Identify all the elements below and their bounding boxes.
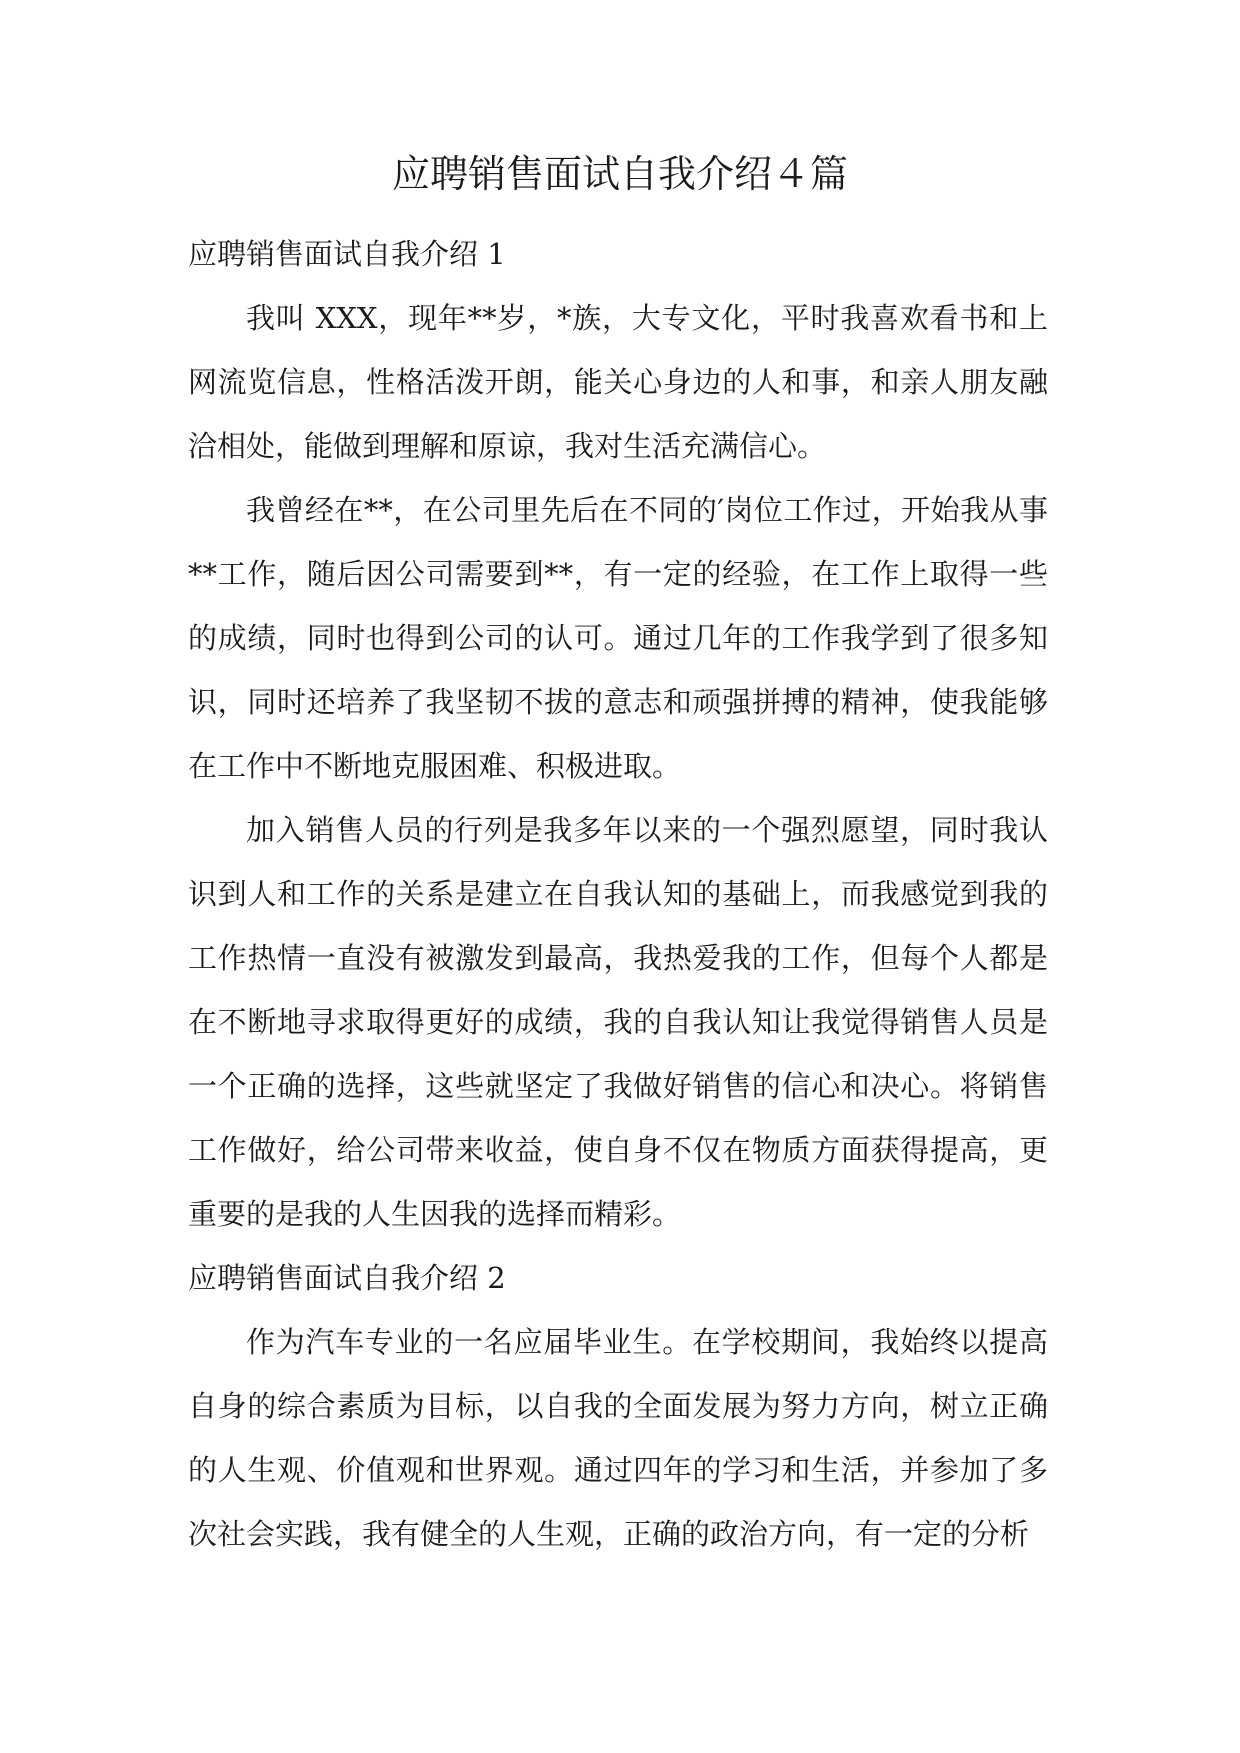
document-body (188, 222, 1048, 1566)
section-2-paragraph-1: 作为汽车专业的一名应届毕业生。在学校期间，我始终以提高自身的综合素质为目标，以自我的全面发展为努力方向，树立正确的人生观、价值观和世界观。通过四年的学习和生活，并参加了多次社会实践，我有健全的人生观，正确的政治方向，有一定的分析 (188, 1325, 1048, 1551)
section-heading-2: 应聘销售面试自我介绍 2 (188, 1261, 506, 1295)
section-heading-1: 应聘销售面试自我介绍 1 (188, 237, 506, 271)
document-title: 应聘销售面试自我介绍４篇 (391, 152, 848, 196)
section-1-paragraph-2: 我曾经在**，在公司里先后在不同的′岗位工作过，开始我从事**工作，随后因公司需要到**，有一定的经验，在工作上取得一些的成绩，同时也得到公司的认可。通过几年的工作我学到了很多知识，同时还培养了我坚韧不拔的意志和顽强拼搏的精神，使我能够在工作中不断地克服困难、积极进取。 (188, 493, 1048, 783)
section-1-paragraph-1: 我叫 XXX，现年**岁，*族，大专文化，平时我喜欢看书和上网流览信息，性格活泼开朗，能关心身边的人和事，和亲人朋友融洽相处，能做到理解和原谅，我对生活充满信心。 (188, 301, 1048, 463)
section-1-paragraph-3: 加入销售人员的行列是我多年以来的一个强烈愿望，同时我认识到人和工作的关系是建立在自我认知的基础上，而我感觉到我的工作热情一直没有被激发到最高，我热爱我的工作，但每个人都是在不断地寻求取得更好的成绩，我的自我认知让我觉得销售人员是一个正确的选择，这些就坚定了我做好销售的信心和决心。将销售工作做好，给公司带来收益，使自身不仅在物质方面获得提高，更重要的是我的人生因我的选择而精彩。 (188, 813, 1048, 1231)
